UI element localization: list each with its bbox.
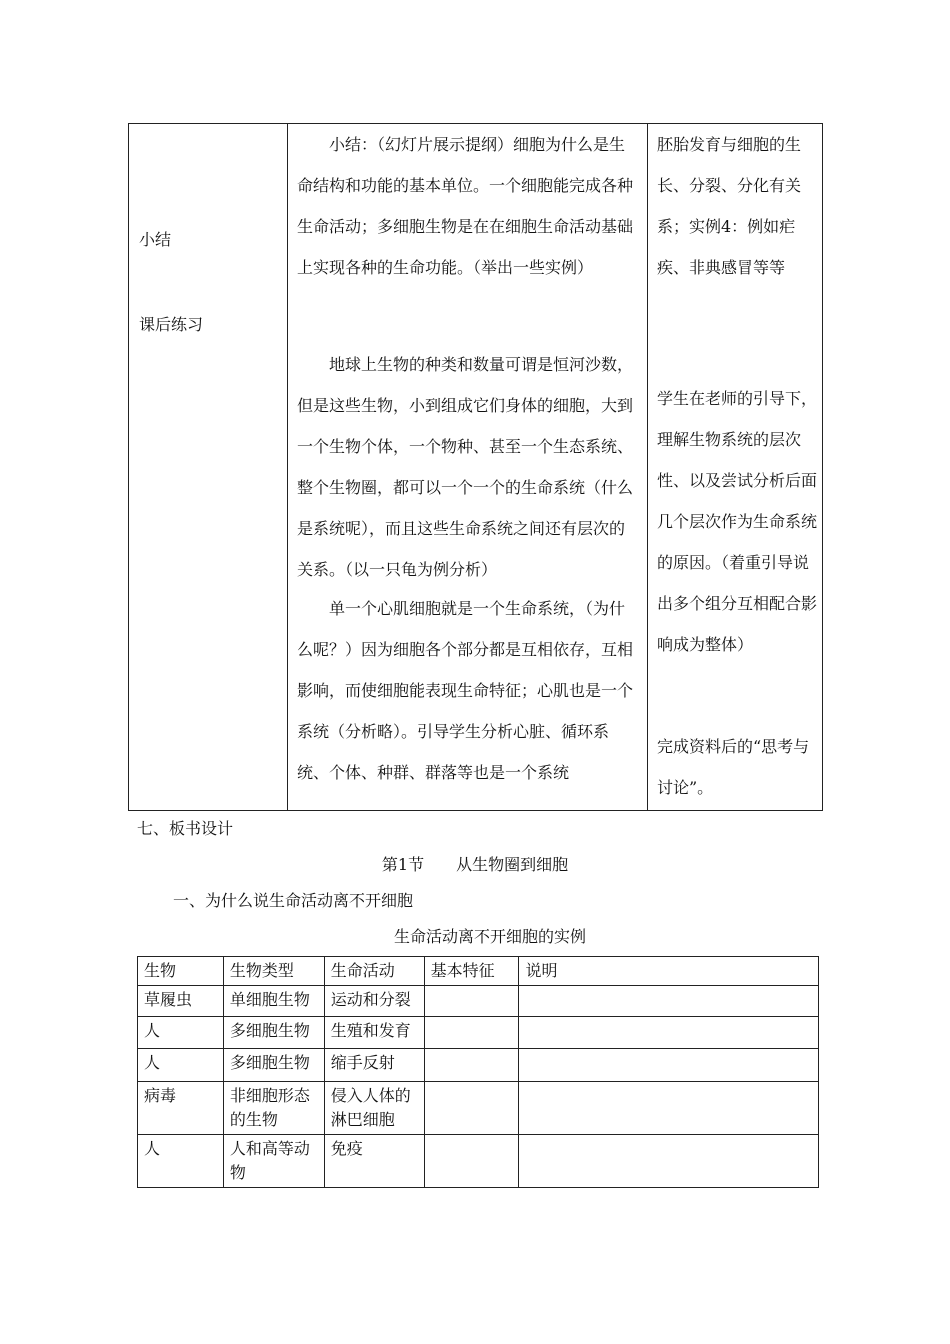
header-cell: 生物类型 (223, 957, 324, 986)
table-cell (519, 1082, 819, 1135)
table-row (138, 1135, 819, 1188)
table-cell: 人 (138, 1135, 224, 1188)
table-cell: 多细胞生物 (223, 1017, 324, 1049)
column-divider (647, 124, 648, 810)
table-cell: 生殖和发育 (324, 1017, 424, 1049)
header-cell: 基本特征 (424, 957, 519, 986)
table-cell (519, 986, 819, 1017)
table-header-row (138, 957, 819, 986)
table-cell: 人 (138, 1017, 224, 1049)
table-cell (424, 1017, 519, 1049)
table-cell: 非细胞形态的生物 (223, 1082, 324, 1135)
table-cell (519, 1017, 819, 1049)
table-cell: 侵入人体的淋巴细胞 (324, 1082, 424, 1135)
examples-table (137, 956, 819, 1188)
table-cell (424, 1135, 519, 1188)
header-cell: 说明 (519, 957, 819, 986)
table-cell (424, 986, 519, 1017)
table-cell: 缩手反射 (324, 1049, 424, 1082)
table-cell (424, 1082, 519, 1135)
label-homework: 课后练习 (139, 315, 204, 334)
sub-heading: 一、为什么说生命活动离不开细胞 (173, 891, 414, 910)
table-cell (519, 1049, 819, 1082)
column-divider (287, 124, 288, 810)
table-cell: 运动和分裂 (324, 986, 424, 1017)
board-title: 第1节 从生物圈到细胞 (381, 855, 569, 874)
embryo-note: 胚胎发育与细胞的生长、分裂、分化有关系；实例4：例如疟疾、非典感冒等等 (657, 135, 802, 277)
header-cell: 生命活动 (324, 957, 424, 986)
table-row (138, 1049, 819, 1082)
summary-paragraph: 小结：（幻灯片展示提纲）细胞为什么是生命结构和功能的基本单位。一个细胞能完成各种生命活动；多细胞生物是在在细胞生命活动基础上实现各种的生命功能。（举出一些实例） (297, 135, 634, 277)
table-cell (424, 1049, 519, 1082)
student-guidance-note: 学生在老师的引导下，理解生物系统的层次性、以及尝试分析后面几个层次作为生命系统的原因。（着重引导说出多个组分互相配合影响成为整体） (657, 389, 818, 654)
life-system-paragraph: 地球上生物的种类和数量可谓是恒河沙数，但是这些生物，小到组成它们身体的细胞，大到一个生物个体，一个物种、甚至一个生态系统、整个生物圈，都可以一个一个的生命系统（什么是系统呢），而且这些生命系统之间还有层次的关系。（以一只龟为例分析） (297, 355, 634, 579)
table-cell: 病毒 (138, 1082, 224, 1135)
table-cell: 免疫 (324, 1135, 424, 1188)
label-summary: 小结 (139, 230, 172, 249)
header-cell: 生物 (138, 957, 224, 986)
table-cell: 单细胞生物 (223, 986, 324, 1017)
discussion-note: 完成资料后的“思考与讨论”。 (657, 737, 810, 797)
table-row (138, 1017, 819, 1049)
section-heading: 七、板书设计 (137, 819, 234, 838)
table-row (138, 986, 819, 1017)
table-cell: 多细胞生物 (223, 1049, 324, 1082)
table-row (138, 1082, 819, 1135)
table-cell: 人和高等动物 (223, 1135, 324, 1188)
cardiac-cell-paragraph: 单一个心肌细胞就是一个生命系统，（为什么呢？）因为细胞各个部分都是互相依存，互相影响，而使细胞能表现生命特征；心肌也是一个系统（分析略）。引导学生分析心脏、循环系统、个体、种群、群落等也是一个系统 (297, 599, 634, 782)
table-cell: 草履虫 (138, 986, 224, 1017)
lesson-table (128, 123, 823, 811)
table-cell (519, 1135, 819, 1188)
table-cell: 人 (138, 1049, 224, 1082)
table-caption: 生命活动离不开细胞的实例 (393, 927, 586, 946)
